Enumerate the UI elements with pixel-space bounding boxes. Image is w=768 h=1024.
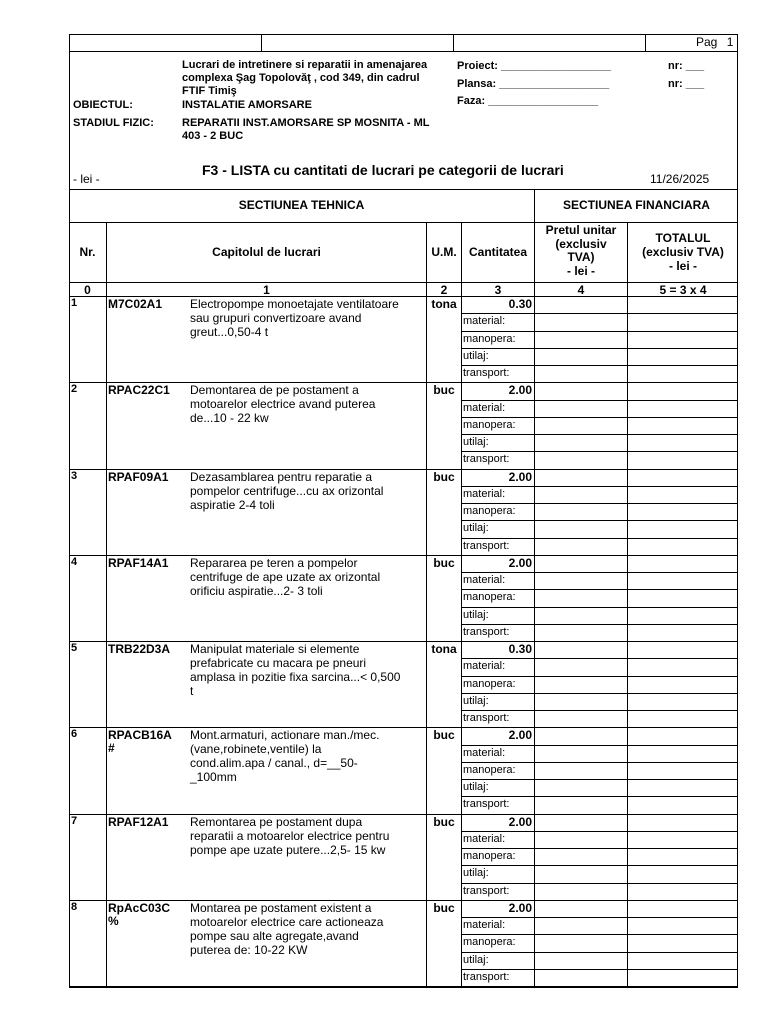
subrow-rule [461,865,738,866]
cost-component-label: material: [463,660,506,673]
subrow-rule [461,365,738,366]
item-quantity: 0.30 [508,297,532,311]
item-description-line: puterea de: 10-22 KW [190,942,308,957]
col-index: 5 = 3 x 4 [659,283,707,297]
cost-component-label: manopera: [463,763,516,776]
rule [69,51,738,52]
item-description-line: reparatii a motoarelor electrice pentru [190,828,390,843]
rule [69,222,738,223]
col-header-nr: Nr. [79,245,96,259]
obiectul-label: OBIECTUL: [73,99,133,111]
cost-component-label: transport: [463,367,510,379]
page-number: 1 [726,35,734,49]
item-description-line: t [190,684,194,698]
col-header-cantitate: Cantitatea [468,245,527,259]
col-index: 2 [440,283,448,297]
nr-field: nr: ___ [668,60,705,72]
subrow-rule [461,676,738,677]
subrow-rule [461,883,738,884]
item-quantity: 2.00 [508,814,532,829]
cost-component-label: material: [463,574,506,586]
description-line: Lucrari de intretinere si reparatii in amenajarea [182,59,428,71]
item-description-line: pompe sau alte agregate,avand [190,928,359,943]
plansa-field: Plansa: __________________ [457,78,610,90]
item-description-line: centrifuge de ape uzate ax orizontal [190,569,381,584]
item-number: 7 [71,814,78,827]
cost-component-label: transport: [463,884,510,897]
subrow-rule [461,434,738,435]
cost-component-label: transport: [463,970,510,983]
item-unit: tona [431,297,457,311]
cost-component-label: utilaj: [463,867,489,880]
item-description-line: amplasa in pozitie fixa sarcina...< 0,500 [190,670,401,684]
item-unit: buc [433,814,455,829]
cost-component-label: material: [463,401,506,414]
rule [627,222,628,988]
page-title: F3 - LISTA cu cantitati de lucrari pe categorii de lucrari [202,162,564,178]
item-unit: tona [431,642,457,656]
header-line: TOTALUL [655,231,711,245]
row-rule [69,555,738,556]
cost-component-label: manopera: [463,850,516,862]
item-quantity: 0.30 [508,642,532,656]
item-description-line: Electropompe monoetajate ventilatoare [190,297,399,311]
item-description-line: _100mm [190,770,237,785]
item-code: RPAF14A1 [108,555,169,570]
item-description-line: pompelor centrifuge...cu ax orizontal [190,483,384,498]
item-code-suffix: # [108,741,115,756]
section-tehnica: SECTIUNEA TEHNICA [238,198,365,212]
subrow-rule [461,589,738,590]
cost-component-label: manopera: [463,332,516,345]
cost-component-label: utilaj: [463,953,489,966]
cost-component-label: manopera: [463,591,516,604]
subrow-rule [461,400,738,401]
cost-component-label: transport: [463,712,510,724]
cost-component-label: manopera: [463,505,516,517]
faza-field: Faza: __________________ [457,95,599,107]
cost-component-label: utilaj: [463,608,489,621]
item-description-line: Dezasamblarea pentru reparatie a [190,469,373,484]
page-indicator [696,35,733,49]
item-description-line: motoarelor electrice avand puterea [190,397,376,412]
cost-component-label: material: [463,487,506,500]
subrow-rule [461,624,738,625]
item-code: M7C02A1 [108,297,163,311]
cost-component-label: utilaj: [463,349,489,362]
rule [453,34,454,51]
subrow-rule [461,796,738,797]
col-header-capitol: Capitolul de lucrari [212,245,321,259]
col-index: 4 [577,283,585,297]
cost-component-label: material: [463,746,506,759]
subrow-rule [461,417,738,418]
item-code: RPAF12A1 [108,814,169,829]
col-header-pret [535,224,627,278]
subrow-rule [461,831,738,832]
item-quantity: 2.00 [508,383,532,398]
item-description-line: aspiratie 2-4 toli [190,497,275,512]
item-number: 4 [71,555,78,568]
section-financiara: SECTIUNEA FINANCIARA [563,198,710,212]
subrow-rule [461,451,738,452]
stadiu-value [182,117,430,143]
cost-component-label: material: [463,315,506,328]
subrow-rule [461,762,738,763]
col-header-total [628,231,738,273]
item-number: 3 [71,469,78,482]
cost-component-label: utilaj: [463,436,489,448]
subrow-rule [461,934,738,935]
item-description-line: Repararea pe teren a pompelor [190,555,358,570]
subrow-rule [461,917,738,918]
item-number: 8 [71,900,78,913]
item-description-line: Mont.armaturi, actionare man./mec. [190,728,380,743]
item-quantity: 2.00 [508,469,532,484]
stadiu-line: REPARATII INST.AMORSARE SP MOSNITA - ML [182,117,430,129]
subrow-rule [461,607,738,608]
rule [69,189,738,190]
cost-component-label: transport: [463,453,510,466]
project-description [182,59,427,98]
subrow-rule [461,658,738,659]
item-number: 5 [71,642,78,654]
cost-component-label: manopera: [463,936,516,949]
subrow-rule [461,538,738,539]
header-line: Pretul unitar [545,223,617,237]
item-description-line: (vane,robinete,ventile) la [190,742,322,757]
cost-component-label: manopera: [463,677,516,690]
nr-field: nr: ___ [668,78,705,90]
cost-component-label: material: [463,832,506,845]
item-description-line: Manipulat materiale si elemente [190,642,360,656]
subrow-rule [461,710,738,711]
col-header-um: U.M. [431,245,457,259]
item-description-line: orificiu aspiratie...2- 3 toli [190,583,323,598]
proiect-field: Proiect: __________________ [457,60,612,72]
header-line: (exclusiv TVA) [642,245,724,259]
cost-component-label: utilaj: [463,694,489,707]
rule [645,34,646,51]
item-unit: buc [433,900,455,915]
item-code: RpAcC03C [108,900,171,915]
item-code: RPAF09A1 [108,469,169,484]
cost-component-label: manopera: [463,418,516,431]
item-code: RPAC22C1 [108,383,170,398]
rule [106,222,107,988]
cost-component-label: utilaj: [463,781,489,793]
col-index: 1 [263,283,270,297]
subrow-rule [461,503,738,504]
subrow-rule [461,779,738,780]
subrow-rule [461,952,738,953]
header-line: (exclusiv [555,236,607,251]
rule [461,222,462,988]
rule [426,222,427,988]
stadiu-line: 403 - 2 BUC [182,130,244,142]
item-description-line: sau grupuri convertizoare avand [190,311,362,325]
item-code-suffix: % [108,913,119,928]
header-line: TVA) [567,250,595,264]
cost-component-label: material: [463,919,506,931]
item-unit: buc [433,383,455,398]
description-line: complexa Şag Topolovăţ , cod 349, din cadrul [182,72,420,84]
cost-component-label: utilaj: [463,522,489,535]
item-unit: buc [433,555,455,570]
subrow-rule [461,693,738,694]
subrow-rule [461,331,738,332]
header-line: - lei - [566,263,595,278]
item-description-line: prefabricate cu macara pe pneuri [190,656,367,670]
description-line: FTIF Timiş [182,85,237,97]
stadiu-label: STADIUL FIZIC: [73,117,154,129]
row-rule [69,986,738,987]
rule [261,34,262,51]
header-line: - lei - [668,259,697,273]
col-index: 3 [494,283,502,297]
item-description-line: Montarea pe postament existent a [190,900,372,915]
item-number: 2 [71,383,78,396]
currency-label: - lei - [73,172,100,186]
item-number: 1 [71,297,78,309]
subrow-rule [461,486,738,487]
item-description-line: greut...0,50-4 t [190,325,269,339]
obiectul-value: INSTALATIE AMORSARE [182,99,312,111]
row-rule [69,814,738,815]
date-label: 11/26/2025 [650,172,710,186]
item-description-line: Demontarea de pe postament a [190,383,359,398]
subrow-rule [461,969,738,970]
item-unit: buc [433,469,455,484]
subrow-rule [461,745,738,746]
cost-component-label: transport: [463,798,510,811]
item-description-line: Remontarea pe postament dupa [190,814,363,829]
item-quantity: 2.00 [508,728,532,743]
item-quantity: 2.00 [508,900,532,915]
subrow-rule [461,572,738,573]
item-unit: buc [433,728,455,743]
cost-component-label: transport: [463,539,510,552]
subrow-rule [461,520,738,521]
row-rule [69,469,738,470]
cost-component-label: transport: [463,625,510,638]
item-code: TRB22D3A [108,642,171,656]
item-number: 6 [71,728,78,741]
item-code: RPACB16A [108,728,172,743]
item-description-line: de...10 - 22 kw [190,411,269,426]
item-description-line: cond.alim.apa / canal., d=__50- [190,756,358,771]
col-index: 0 [84,283,91,297]
item-description-line: motoarelor electrice care actioneaza [190,914,384,929]
item-quantity: 2.00 [508,555,532,570]
subrow-rule [461,348,738,349]
subrow-rule [461,313,738,314]
subrow-rule [461,848,738,849]
page-label: Pag [696,35,718,49]
item-description-line: pompe ape uzate putere...2,5- 15 kw [190,842,386,857]
